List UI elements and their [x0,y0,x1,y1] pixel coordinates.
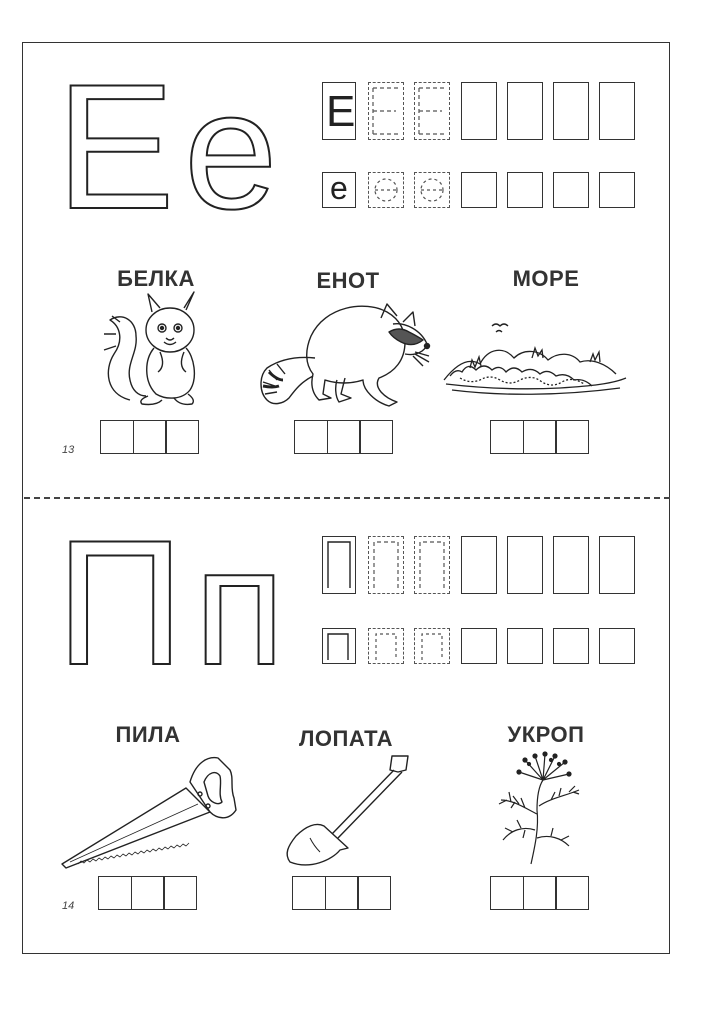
answer-boxes-ukrop[interactable] [490,876,589,910]
answer-box[interactable] [292,876,326,910]
word-label-lopata: ЛОПАТА [298,726,394,751]
shovel-icon [280,750,420,870]
svg-text:п: п [194,512,285,700]
page-number-top: 13 [62,444,75,456]
answer-box[interactable] [523,876,557,910]
word-label-more: МОРЕ [512,266,580,291]
answer-box[interactable] [490,876,524,910]
answer-box[interactable] [131,876,165,910]
word-label-ukrop: УКРОП [507,722,585,747]
svg-text:П: П [56,503,184,702]
answer-box[interactable] [325,876,359,910]
word-label-belka: БЕЛКА [117,266,195,291]
svg-text:е: е [184,56,278,244]
answer-box[interactable] [357,876,391,910]
answer-boxes-pila[interactable] [98,876,197,910]
answer-box[interactable] [163,876,197,910]
saw-icon [58,752,248,870]
dill-icon [495,750,605,868]
word-label-enot: ЕНОТ [316,268,380,293]
trace-letter-upper: Е [326,87,356,136]
answer-box[interactable] [98,876,132,910]
answer-box[interactable] [555,876,589,910]
word-label-pila: ПИЛА [115,722,181,747]
page-number-bottom: 14 [62,900,75,912]
trace-letter-lower: е [330,170,348,206]
svg-text:Е: Е [56,47,175,246]
answer-boxes-lopata[interactable] [292,876,391,910]
